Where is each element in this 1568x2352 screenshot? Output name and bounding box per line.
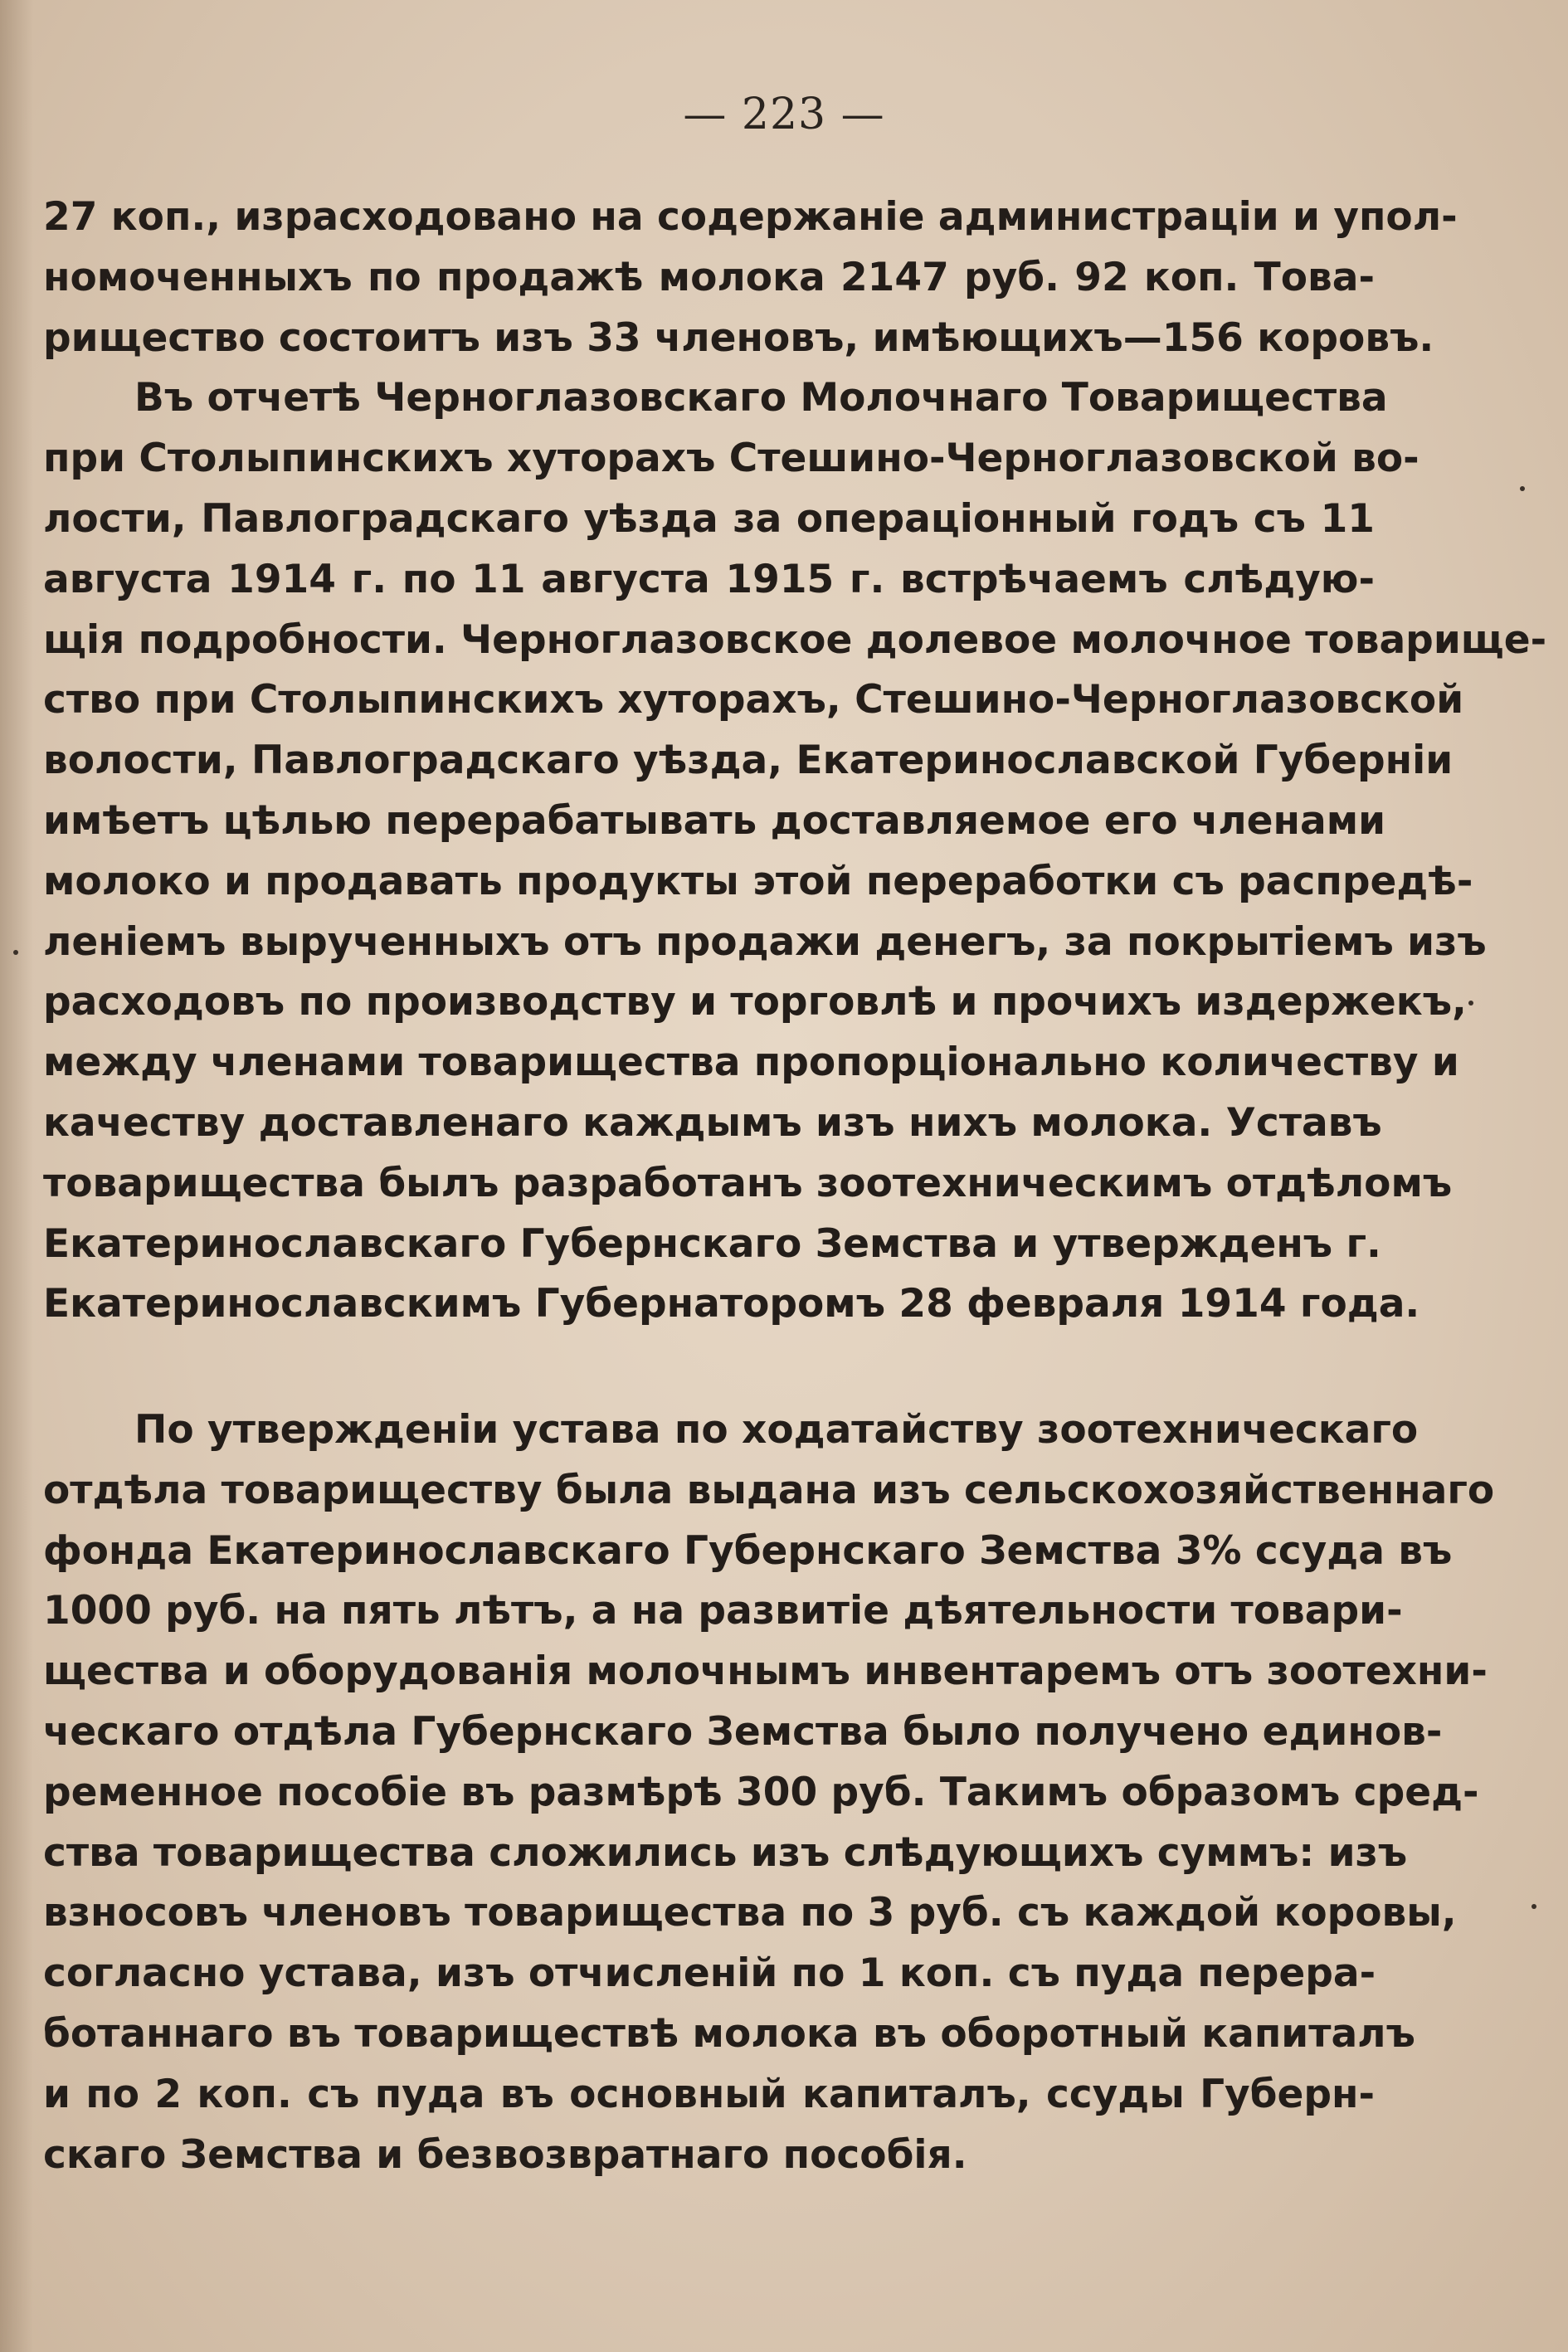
text-line: рищество состоитъ изъ 33 членовъ, имѣющихъ—156 коровъ. [43, 314, 1434, 361]
text-line: ства товарищества сложились изъ слѣдующихъ суммъ: изъ [43, 1829, 1408, 1876]
text-line: щія подробности. Черноглазовское долевое молочное товарище- [43, 616, 1547, 663]
text-line: фонда Екатеринославскаго Губернскаго Земства 3% ссуда въ [43, 1527, 1453, 1574]
paragraph-2 [43, 1400, 1495, 2185]
text-line: при Столыпинскихъ хуторахъ Стешино-Черноглазовской во- [43, 436, 1419, 482]
text-line: скаго Земства и безвозвратнаго пособія. [43, 2131, 967, 2178]
text-line: ческаго отдѣла Губернскаго Земства было получено единов- [43, 1708, 1443, 1755]
text-line: качеству доставленаго каждымъ изъ нихъ молока. Уставъ [43, 1099, 1382, 1146]
text-line: щества и оборудованія молочнымъ инвентаремъ отъ зоотехни- [43, 1648, 1488, 1695]
text-line: Екатеринославскаго Губернскаго Земства и утвержденъ г. [43, 1220, 1381, 1267]
text-line: ство при Столыпинскихъ хуторахъ, Стешино-Черноглазовской [43, 677, 1464, 723]
text-line: согласно устава, изъ отчисленій по 1 коп. съ пуда перера- [43, 1950, 1376, 1997]
text-line: лости, Павлоградскаго уѣзда за операціонный годъ съ 11 [43, 495, 1375, 542]
text-line: номоченныхъ по продажѣ молока 2147 руб. 92 коп. Това- [43, 254, 1375, 300]
print-speck [1520, 486, 1525, 491]
text-line: имѣетъ цѣлью перерабатывать доставляемое его членами [43, 797, 1386, 844]
paragraph-1 [43, 187, 1547, 1335]
print-speck [1468, 1001, 1473, 1006]
page-edge-shadow [0, 0, 33, 2352]
text-line: волости, Павлоградскаго уѣзда, Екатеринославской Губерніи [43, 738, 1454, 784]
text-line: Екатеринославскимъ Губернаторомъ 28 февраля 1914 года. [43, 1281, 1420, 1327]
text-line: леніемъ вырученныхъ отъ продажи денегъ, за покрытіемъ изъ [43, 918, 1487, 965]
text-line: отдѣла товариществу была выдана изъ сельскохозяйственнаго [43, 1467, 1495, 1513]
text-line: и по 2 коп. съ пуда въ основный капиталъ, ссуды Губерн- [43, 2071, 1375, 2117]
text-line: между членами товарищества пропорціонально количеству и [43, 1040, 1459, 1086]
text-line: ременное пособіе въ размѣрѣ 300 руб. Такимъ образомъ сред- [43, 1769, 1479, 1815]
print-speck [1531, 1904, 1536, 1909]
text-line: По утвержденіи устава по ходатайству зоотехническаго [134, 1407, 1419, 1453]
text-line: взносовъ членовъ товарищества по 3 руб. съ каждой коровы, [43, 1890, 1457, 1936]
text-line: Въ отчетѣ Черноглазовскаго Молочнаго Товарищества [134, 375, 1388, 421]
text-line: августа 1914 г. по 11 августа 1915 г. встрѣчаемъ слѣдую- [43, 556, 1375, 602]
text-line: молоко и продавать продукты этой переработки съ распредѣ- [43, 858, 1473, 904]
print-speck [13, 950, 18, 955]
text-line: товарищества былъ разработанъ зоотехническимъ отдѣломъ [43, 1160, 1453, 1206]
text-line: 1000 руб. на пять лѣтъ, а на развитіе дѣятельности товари- [43, 1588, 1403, 1634]
text-line: ботаннаго въ товариществѣ молока въ оборотный капиталъ [43, 2010, 1415, 2057]
page-number: — 223 — [683, 90, 885, 139]
text-line: 27 коп., израсходовано на содержаніе администраціи и упол- [43, 194, 1458, 240]
text-line: расходовъ по производству и торговлѣ и прочихъ издержекъ, [43, 979, 1467, 1025]
